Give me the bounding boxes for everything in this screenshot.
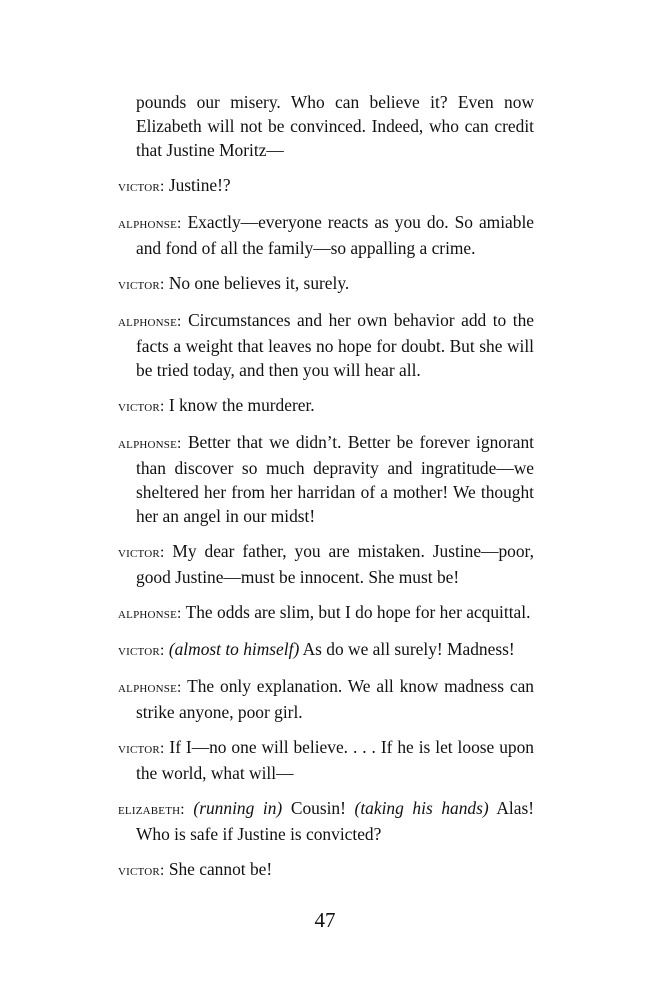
dialogue-text: As do we all surely! Madness! (302, 639, 515, 659)
dialogue-line (118, 637, 534, 663)
speaker-name: alphonse: (118, 215, 182, 232)
speaker-name: alphonse: (118, 313, 182, 330)
speaker-name: victor: (118, 178, 165, 195)
stage-direction: (taking his hands) (354, 798, 489, 818)
dialogue-text: Cousin! (290, 798, 346, 818)
stage-direction: (almost to himself) (168, 639, 300, 659)
dialogue-text: The only explanation. We all know madness can strike anyone, poor girl. (136, 676, 534, 722)
dialogue-text: I know the murderer. (168, 395, 315, 415)
dialogue-text: The odds are slim, but I do hope for her acquittal. (185, 602, 531, 622)
dialogue-text: She cannot be! (168, 859, 273, 879)
dialogue-line (118, 674, 534, 724)
speaker-name: victor: (118, 276, 165, 293)
speaker-name: victor: (118, 398, 165, 415)
dialogue-text: Justine!? (168, 175, 231, 195)
dialogue-line (118, 173, 534, 199)
speaker-name: victor: (118, 642, 165, 659)
dialogue-text: Better that we didn’t. Better be forever ignorant than discover so much depravity and ingratitude—we sheltered her from her harridan of a mother! We thought her an angel in our midst! (136, 432, 534, 526)
dialogue-line (118, 271, 534, 297)
dialogue-line (118, 430, 534, 528)
stage-direction: (running in) (193, 798, 283, 818)
dialogue-text: Circumstances and her own behavior add to the facts a weight that leaves no hope for doubt. But she will be tried today, and then you will hear all. (136, 310, 534, 380)
speaker-name: victor: (118, 740, 165, 757)
dialogue-line (118, 393, 534, 419)
play-script-text (118, 90, 534, 894)
dialogue-text: My dear father, you are mistaken. Justine—poor, good Justine—must be innocent. She must be! (136, 541, 534, 587)
dialogue-continuation (118, 90, 534, 162)
dialogue-line (118, 210, 534, 260)
speaker-name: alphonse: (118, 679, 182, 696)
speaker-name: victor: (118, 544, 165, 561)
dialogue-line (118, 600, 534, 626)
dialogue-line (118, 735, 534, 785)
speaker-name: victor: (118, 862, 165, 879)
dialogue-text: No one believes it, surely. (168, 273, 350, 293)
dialogue-text: Alas! Who is safe if Justine is convicted? (136, 798, 534, 844)
dialogue-line (118, 539, 534, 589)
dialogue-line (118, 796, 534, 846)
page-number: 47 (314, 908, 336, 932)
speaker-name: alphonse: (118, 605, 182, 622)
dialogue-line (118, 308, 534, 382)
dialogue-text: pounds our misery. Who can believe it? Even now Elizabeth will not be convinced. Indeed, who can credit that Justine Moritz— (136, 92, 534, 160)
dialogue-text: If I—no one will believe. . . . If he is let loose upon the world, what will— (136, 737, 534, 783)
speaker-name: elizabeth: (118, 801, 185, 818)
dialogue-line (118, 857, 534, 883)
dialogue-text: Exactly—everyone reacts as you do. So amiable and fond of all the family—so appalling a crime. (136, 212, 534, 258)
speaker-name: alphonse: (118, 435, 182, 452)
